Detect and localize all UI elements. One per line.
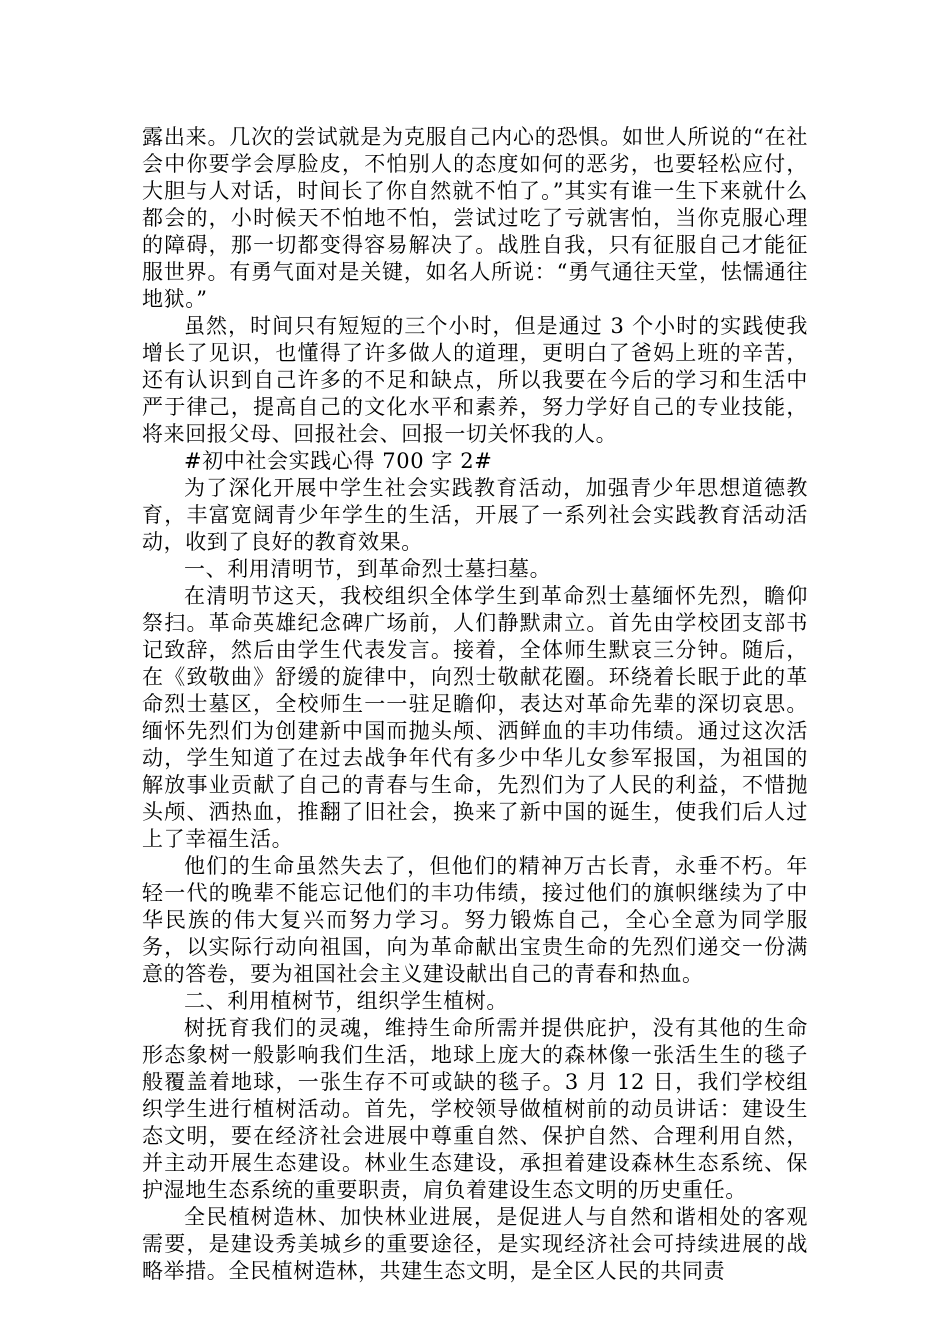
paragraph-reflection: 虽然，时间只有短短的三个小时，但是通过 3 个小时的实践使我增长了见识，也懂得了许多做人的道理，更明白了爸妈上班的辛苦，还有认识到自己许多的不足和缺点，所以我要在今后的学习和生活中严于律己，提高自己的文化水平和素养，努力学好自己的专业技能，将来回报父母、回报社会、回报一切关怀我的人。 bbox=[142, 314, 808, 446]
subheading-arbor-day: 二、利用植树节，组织学生植树。 bbox=[184, 989, 508, 1013]
paragraph-arbor-day-activity: 树抚育我们的灵魂，维持生命所需并提供庇护，没有其他的生命形态象树一般影响我们生活，地球上庞大的森林像一张活生生的毯子般覆盖着地球，一张生存不可或缺的毯子。3 月 12 日，我们学校组织学生进行植树活动。首先，学校领导做植树前的动员讲话：建设生态文明，要在经济社会进展中尊重自然、保护自然、合理利用自然，并主动开展生态建设。林业生态建设，承担着建设森林生态系统、保护湿地生态系统的重要职责，肩负着建设生态文明的历史重任。 bbox=[142, 1016, 808, 1202]
paragraph-qingming-activity: 在清明节这天，我校组织全体学生到革命烈士墓缅怀先烈，瞻仰祭扫。革命英雄纪念碑广场前，人们静默肃立。首先由学校团支部书记致辞，然后由学生代表发言。接着，全体师生默哀三分钟。随后，在《致敬曲》舒缓的旋律中，向烈士敬献花圈。环绕着长眠于此的革命烈士墓区，全校师生一一驻足瞻仰，表达对革命先辈的深切哀思。缅怀先烈们为创建新中国而抛头颅、洒鲜血的丰功伟绩。通过这次活动，学生知道了在过去战争年代有多少中华儿女参军报国，为祖国的解放事业贡献了自己的青春与生命，先烈们为了人民的利益，不惜抛头颅、洒热血，推翻了旧社会，换来了新中国的诞生，使我们后人过上了幸福生活。 bbox=[142, 584, 808, 851]
paragraph-intro-continuation: 露出来。几次的尝试就是为克服自己内心的恐惧。如世人所说的“在社会中你要学会厚脸皮，不怕别人的态度如何的恶劣，也要轻松应付，大胆与人对话，时间长了你自然就不怕了。”其实有谁一生下来就什么都会的，小时候天不怕地不怕，尝试过吃了亏就害怕，当你克服心理的障碍，那一切都变得容易解决了。战胜自我，只有征服自己才能征服世界。有勇气面对是关键，如名人所说：“勇气通往天堂，怯懦通往地狱。” bbox=[142, 125, 808, 311]
subheading-qingming: 一、利用清明节，到革命烈士墓扫墓。 bbox=[184, 557, 552, 581]
paragraph-qingming-reflection: 他们的生命虽然失去了，但他们的精神万古长青，永垂不朽。年轻一代的晚辈不能忘记他们的丰功伟绩，接过他们的旗帜继续为了中华民族的伟大复兴而努力学习。努力锻炼自己，全心全意为同学服务，以实际行动向祖国，向为革命献出宝贵生命的先烈们递交一份满意的答卷，要为祖国社会主义建设献出自己的青春和热血。 bbox=[142, 854, 808, 986]
document-body bbox=[142, 124, 808, 1285]
paragraph-overview: 为了深化开展中学生社会实践教育活动，加强青少年思想道德教育，丰富宽阔青少年学生的生活，开展了一系列社会实践教育活动活动，收到了良好的教育效果。 bbox=[142, 476, 808, 554]
paragraph-tree-planting: 全民植树造林、加快林业进展，是促进人与自然和谐相处的客观需要，是建设秀美城乡的重要途径，是实现经济社会可持续进展的战略举措。全民植树造林，共建生态文明，是全区人民的共同责 bbox=[142, 1205, 808, 1283]
section-heading: #初中社会实践心得 700 字 2# bbox=[184, 449, 493, 473]
